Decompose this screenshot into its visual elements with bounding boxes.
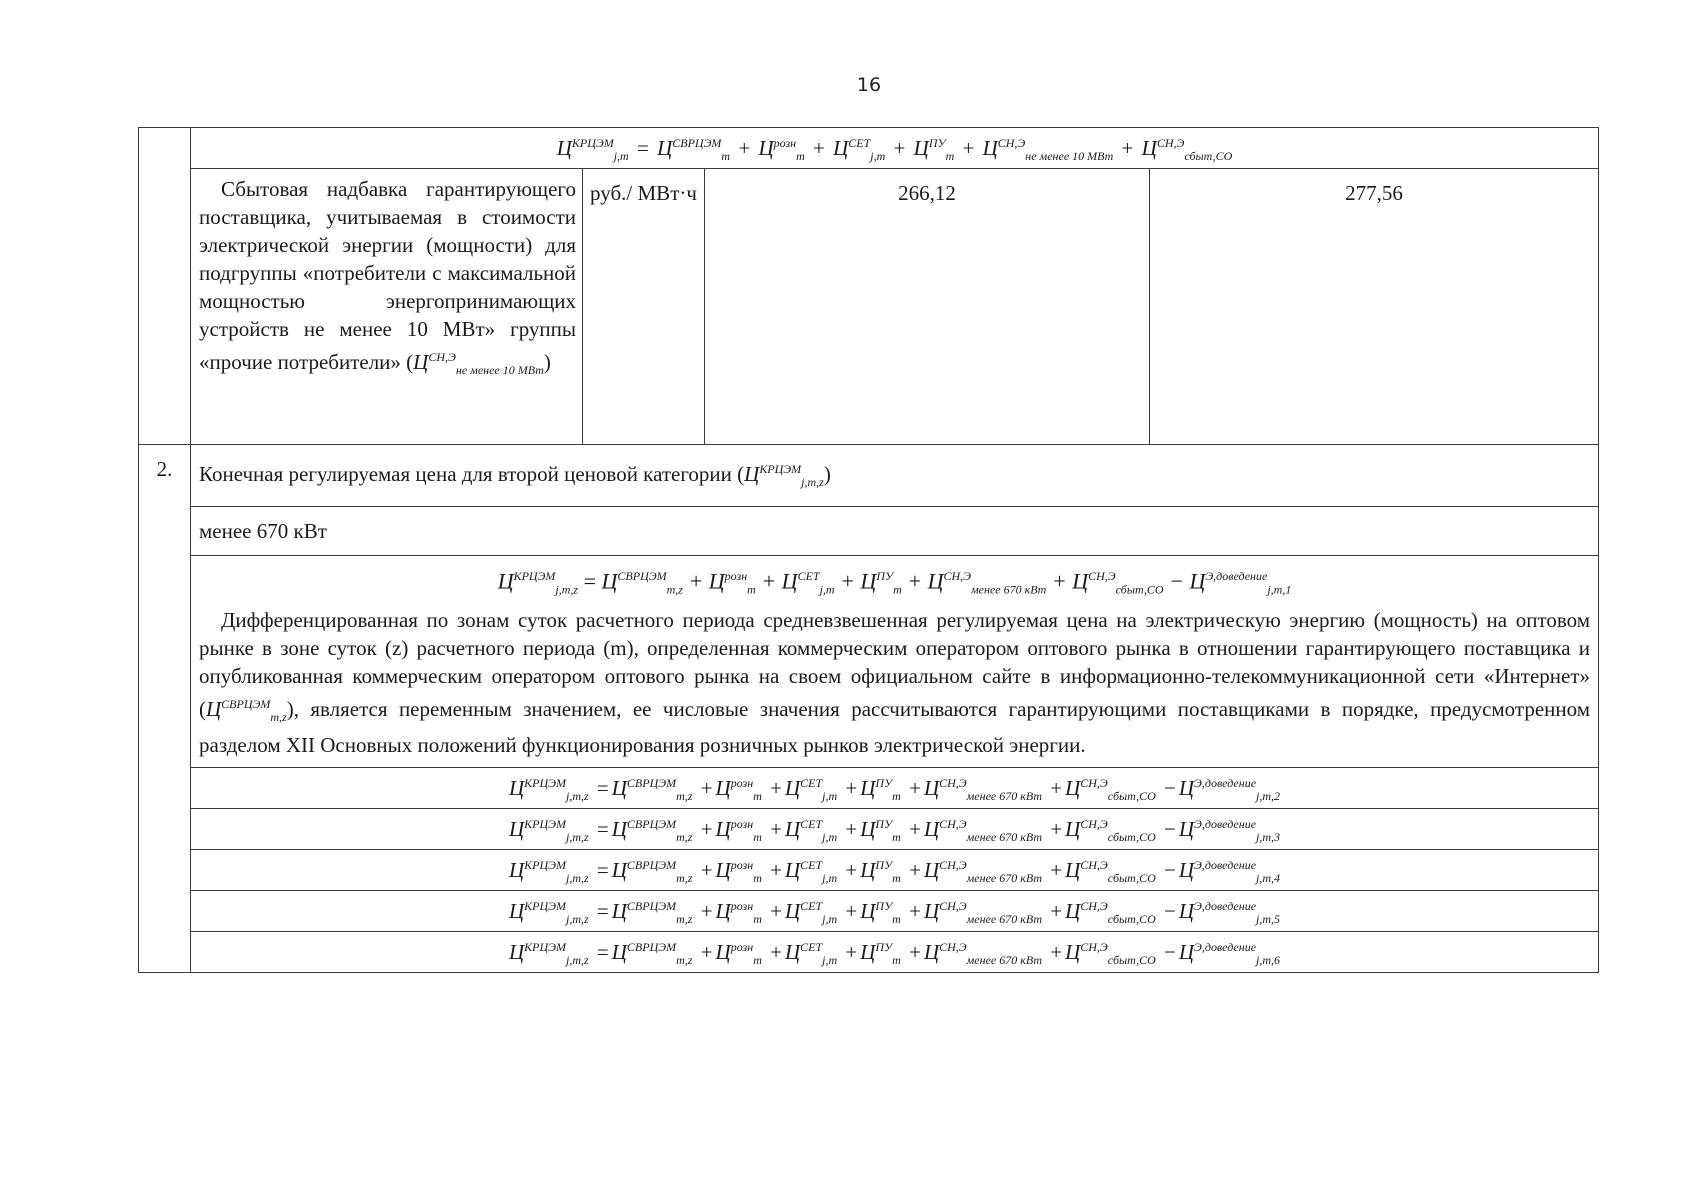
section-2-heading: Конечная регулируемая цена для второй ценовой категории $(Ц^{КРЦЭМ}_{j,m,z})$ [191, 445, 1599, 507]
formula-top: $Ц^{КРЦЭМ}_{j,m} = Ц^{СВРЦЭМ}_m + Ц^{розн}_m + Ц^{СЕТ}_{j,m} + Ц^{ПУ}_m + Ц^{СН,Э}_{не менее 10 МВт} + Ц^{СН,Э}_{сбыт,СО}$ [191, 128, 1599, 169]
page-number: 16 [856, 74, 882, 96]
formula-1: $Ц^{КРЦЭМ}_{j,m,z} = Ц^{СВРЦЭМ}_{m,z} + Ц^{розн}_m + Ц^{СЕТ}_{j,m} + Ц^{ПУ}_m + Ц^{СН,Э}_{менее 670 кВт} + Ц^{СН,Э}_{сбыт,СО} - Ц^{Э,доведение}_{j,m,1}$ [497, 568, 1292, 597]
formula-4: $Ц^{КРЦЭМ}_{j,m,z} = Ц^{СВРЦЭМ}_{m,z} + Ц^{розн}_m + Ц^{СЕТ}_{j,m} + Ц^{ПУ}_m + Ц^{СН,Э}_{менее 670 кВт} + Ц^{СН,Э}_{сбыт,СО} - Ц^{Э,доведение}_{j,m,4}$ [191, 850, 1599, 891]
formula-3: $Ц^{КРЦЭМ}_{j,m,z} = Ц^{СВРЦЭМ}_{m,z} + Ц^{розн}_m + Ц^{СЕТ}_{j,m} + Ц^{ПУ}_m + Ц^{СН,Э}_{менее 670 кВт} + Ц^{СН,Э}_{сбыт,СО} - Ц^{Э,доведение}_{j,m,3}$ [191, 809, 1599, 850]
formula-row-4 [139, 850, 1599, 891]
formula-row-5 [139, 891, 1599, 932]
markup-row [139, 169, 1599, 445]
row-number-empty [139, 128, 191, 445]
markup-description: Сбытовая надбавка гарантирующего поставщика, учитываемая в стоимости электрической энергии (мощности) для подгруппы «потребители с максимальной мощностью энергопринимающих устройств не менее 10 МВт» группы «прочие потребители» $(Ц^{СН,Э}_{не менее 10 МВт})$ [191, 169, 583, 445]
section-number: 2. [139, 445, 191, 973]
subheading-row [139, 507, 1599, 556]
formula-5: $Ц^{КРЦЭМ}_{j,m,z} = Ц^{СВРЦЭМ}_{m,z} + Ц^{розн}_m + Ц^{СЕТ}_{j,m} + Ц^{ПУ}_m + Ц^{СН,Э}_{менее 670 кВт} + Ц^{СН,Э}_{сбыт,СО} - Ц^{Э,доведение}_{j,m,5}$ [191, 891, 1599, 932]
formula-row-6 [139, 932, 1599, 973]
section-2-subheading: менее 670 кВт [191, 507, 1599, 556]
formula-paragraph-row [139, 556, 1599, 768]
markup-value-2: 277,56 [1150, 169, 1599, 445]
formula-6: $Ц^{КРЦЭМ}_{j,m,z} = Ц^{СВРЦЭМ}_{m,z} + Ц^{розн}_m + Ц^{СЕТ}_{j,m} + Ц^{ПУ}_m + Ц^{СН,Э}_{менее 670 кВт} + Ц^{СН,Э}_{сбыт,СО} - Ц^{Э,доведение}_{j,m,6}$ [191, 932, 1599, 973]
formula-paragraph: Дифференцированная по зонам суток расчетного периода средневзвешенная регулируемая цена на электрическую энергию (мощность) на оптовом рынке в зоне суток (z) расчетного периода (m), определенная коммерческим оператором оптового рынка в отношении гарантирующего поставщика и опубликованная коммерческим оператором оптового рынка на своем официальном сайте в информационно-телекоммуникационной сети «Интернет» $(Ц^{СВРЦЭМ}_{m,z})$, является переменным значением, ее числовые значения рассчитываются гарантирующими поставщиками в порядке, предусмотренном разделом XII Основных положений функционирования розничных рынков электрической энергии. [199, 607, 1591, 758]
markup-unit: руб./ МВт·ч [583, 169, 705, 445]
formula-2: $Ц^{КРЦЭМ}_{j,m,z} = Ц^{СВРЦЭМ}_{m,z} + Ц^{розн}_m + Ц^{СЕТ}_{j,m} + Ц^{ПУ}_m + Ц^{СН,Э}_{менее 670 кВт} + Ц^{СН,Э}_{сбыт,СО} - Ц^{Э,доведение}_{j,m,2}$ [191, 768, 1599, 809]
formula-row-3 [139, 809, 1599, 850]
section-2-heading-row [139, 445, 1599, 507]
formula-row-top [139, 128, 1599, 169]
formula-paragraph-cell [191, 556, 1599, 768]
tariff-table [138, 127, 1599, 973]
markup-value-1: 266,12 [705, 169, 1150, 445]
formula-row-2 [139, 768, 1599, 809]
